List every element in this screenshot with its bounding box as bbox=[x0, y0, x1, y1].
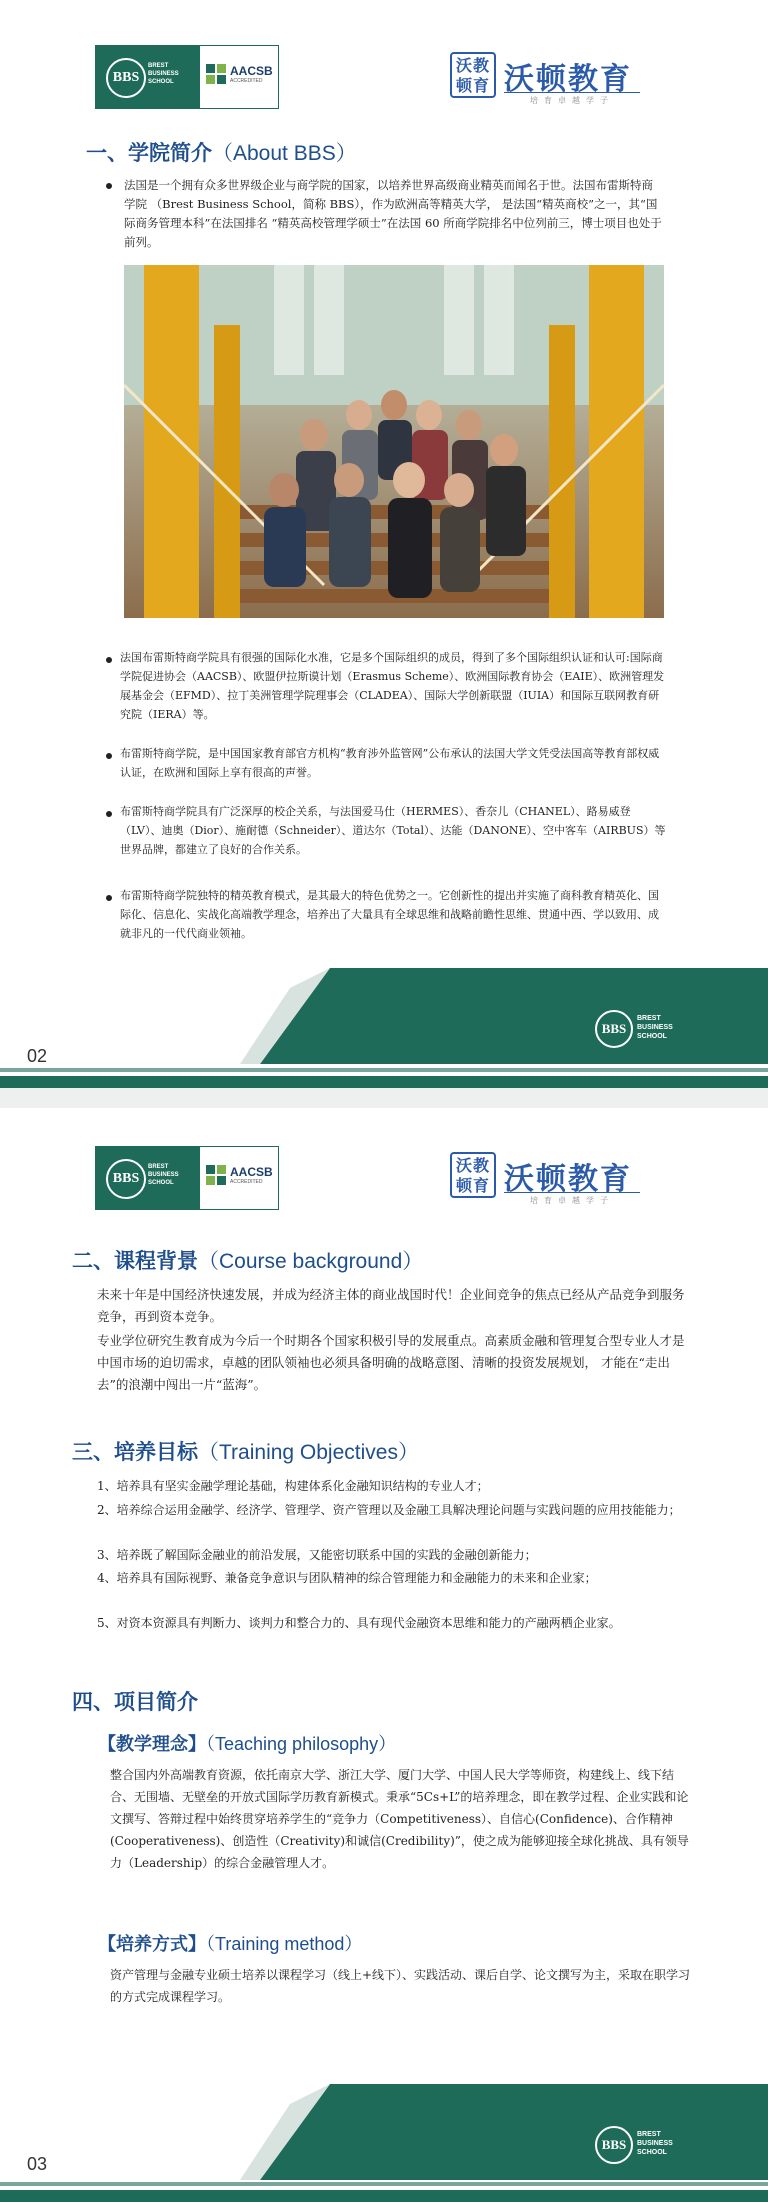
section-training-objectives-title: 三、培养目标（Training Objectives） bbox=[72, 1440, 419, 1464]
bbs-emblem: BBS bbox=[106, 1159, 146, 1199]
section-about-title: 一、学院简介（About BBS） bbox=[86, 141, 357, 165]
objective-item: 4、培养具有国际视野、兼备竞争意识与团队精神的综合管理能力和金融能力的未来和企业家； bbox=[97, 1571, 597, 1585]
intro-paragraph: 法国是一个拥有众多世界级企业与商学院的国家，以培养世界高级商业精英而闻名于世。法国布雷斯特商学院 （Brest Business School，简称 BBS），作为欧洲高等精英大学， 是法国“精英商校”之一，其“国际商务管理本科”在法国排名 “精英高校管理学硕士”在法国 60 所商学院排名中位列前三，博士项目也处于前列。 bbox=[124, 178, 662, 249]
objective-item: 1、培养具有坚实金融学理论基础，构建体系化金融知识结构的专业人才； bbox=[97, 1479, 489, 1493]
recognition-paragraph: 布雷斯特商学院，是中国国家教育部官方机构“教育涉外监管网”公布承认的法国大学文凭受法国高等教育部权威认证，在欧洲和国际上享有很高的声誉。 bbox=[120, 747, 660, 779]
school-name-lines: BREST BUSINESS SCHOOL bbox=[148, 1164, 179, 1186]
wd-seal bbox=[450, 52, 496, 98]
section-course-background-title: 二、课程背景（Course background） bbox=[72, 1249, 424, 1273]
brochure-page-2 bbox=[0, 0, 768, 1088]
page-number: 02 bbox=[27, 1046, 48, 1066]
wd-brand-name: 沃顿教育 bbox=[504, 1162, 632, 1197]
wd-seal-text: 沃教 顿育 bbox=[455, 1156, 490, 1195]
footer-bbs-logo: BBS BREST BUSINESS SCHOOL bbox=[595, 2124, 725, 2164]
wd-brand-name: 沃顿教育 bbox=[504, 62, 632, 97]
page-footer bbox=[0, 968, 768, 1078]
aacsb-label: AACSB bbox=[230, 64, 273, 78]
aacsb-label: AACSB bbox=[230, 1165, 273, 1179]
wd-seal-text: 沃教 顿育 bbox=[455, 56, 490, 95]
brochure-page-3 bbox=[0, 1108, 768, 2202]
teaching-philosophy-title: 【教学理念】（Teaching philosophy） bbox=[98, 1734, 397, 1755]
elite-education-paragraph: 布雷斯特商学院独特的精英教育模式，是其最大的特色优势之一。它创新性的提出并实施了商科教育精英化、国际化、信息化、实战化高端教学理念，培养出了大量具有全球思维和战略前瞻性思维、贯通中西、学以致用、成就非凡的一代代商业领袖。 bbox=[120, 889, 659, 940]
bbs-aacsb-logo bbox=[95, 1146, 279, 1210]
page-separator bbox=[0, 1088, 768, 1108]
wd-seal bbox=[450, 1152, 496, 1198]
aacsb-icon bbox=[206, 1165, 226, 1185]
bullet-dot bbox=[104, 890, 114, 900]
objective-item: 5、对资本资源具有判断力、谈判力和整合力的、具有现代金融资本思维和能力的产融两栖企业家。 bbox=[97, 1616, 621, 1630]
aacsb-icon bbox=[206, 64, 226, 84]
aacsb-accredited: ACCREDITED bbox=[230, 78, 263, 84]
bbs-aacsb-logo bbox=[95, 45, 279, 109]
page-footer bbox=[0, 2084, 768, 2194]
students-on-stairs-photo bbox=[124, 265, 664, 618]
training-method-text: 资产管理与金融专业硕士培养以课程学习（线上+线下）、实践活动、课后自学、论文撰写为主，采取在职学习的方式完成课程学习。 bbox=[110, 1968, 691, 2004]
wd-slogan: 培育卓越学子 bbox=[504, 92, 640, 106]
bullet-dot bbox=[104, 748, 114, 758]
objective-item: 3、培养既了解国际金融业的前沿发展，又能密切联系中国的实践的金融创新能力； bbox=[97, 1548, 537, 1562]
wharton-education-logo bbox=[450, 52, 640, 108]
school-name-lines: BREST BUSINESS SCHOOL bbox=[148, 63, 179, 85]
bullet-dot bbox=[104, 806, 114, 816]
corporate-partners-paragraph: 布雷斯特商学院具有广泛深厚的校企关系，与法国爱马仕（HERMES）、香奈儿（CHANEL）、路易威登（LV）、迪奥（Dior）、施耐德（Schneider）、道达尔（Total）、达能（DANONE）、空中客车（AIRBUS）等世界品牌，都建立了良好的合作关系。 bbox=[120, 805, 666, 856]
section-program-intro-title: 四、项目简介 bbox=[72, 1690, 198, 1714]
intl-accreditation-paragraph: 法国布雷斯特商学院具有很强的国际化水准，它是多个国际组织的成员，得到了多个国际组织认证和认可:国际商学院促进协会（AACSB）、欧盟伊拉斯谟计划（Erasmus Scheme）、欧洲国际教育协会（EAIE）、欧洲管理发展基金会（EFMD）、拉丁美洲管理学院理事会（CLADEA）、国际大学创新联盟（IUIA）和国际互联网教育研究院（IERA）等。 bbox=[120, 651, 665, 721]
bbs-emblem: BBS bbox=[106, 58, 146, 98]
page-number: 03 bbox=[27, 2154, 48, 2174]
teaching-philosophy-text: 整合国内外高端教育资源，依托南京大学、浙江大学、厦门大学、中国人民大学等师资，构建线上、线下结合、无围墙、无壁垒的开放式国际学历教育新模式。秉承“5Cs+L”的培养理念，即在教学过程、企业实践和论文撰写、答辩过程中始终贯穿培养学生的“竞争力（Competitiveness）、自信心(Confidence)、合作精神(Cooperativeness)、创造性（Creativity)和诚信(Credibility)”，使之成为能够迎接全球化挑战、具有领导力（Leadership）的综合金融管理人才。 bbox=[110, 1768, 689, 1870]
background-paragraph-2: 专业学位研究生教育成为今后一个时期各个国家积极引导的发展重点。高素质金融和管理复合型专业人才是中国市场的迫切需求，卓越的团队领袖也必须具备明确的战略意图、清晰的投资发展规划， 才能在“走出去”的浪潮中闯出一片“蓝海”。 bbox=[97, 1333, 685, 1392]
background-paragraph-1: 未来十年是中国经济快速发展，并成为经济主体的商业战国时代！企业间竞争的焦点已经从产品竞争到服务竞争，再到资本竞争。 bbox=[97, 1287, 685, 1324]
wharton-education-logo bbox=[450, 1152, 640, 1208]
bullet-dot bbox=[104, 652, 114, 662]
objective-item: 2、培养综合运用金融学、经济学、管理学、资产管理以及金融工具解决理论问题与实践问题的应用技能能力； bbox=[97, 1503, 681, 1517]
footer-bbs-logo: BBS BREST BUSINESS SCHOOL bbox=[595, 1008, 725, 1048]
training-method-title: 【培养方式】（Training method） bbox=[98, 1934, 363, 1955]
bullet-dot bbox=[104, 178, 114, 188]
wd-slogan: 培育卓越学子 bbox=[504, 1192, 640, 1206]
aacsb-accredited: ACCREDITED bbox=[230, 1179, 263, 1185]
